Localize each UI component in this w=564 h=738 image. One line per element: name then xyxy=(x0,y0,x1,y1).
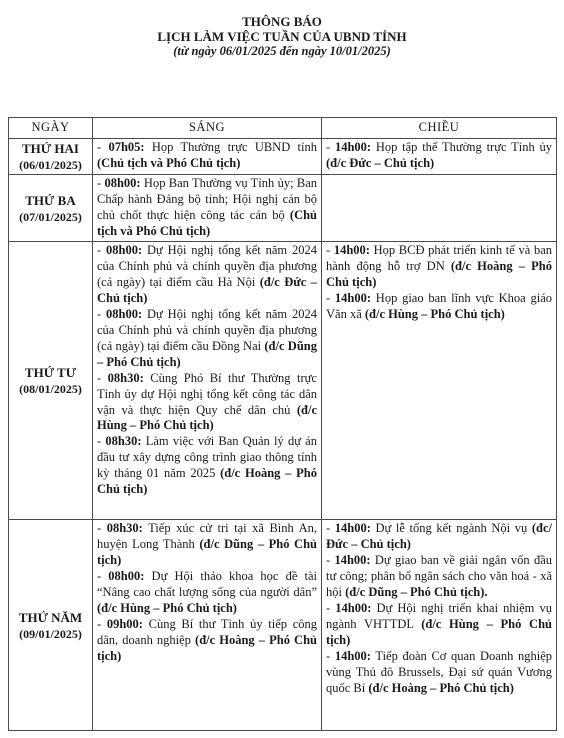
date-range: (từ ngày 06/01/2025 đến ngày 10/01/2025) xyxy=(173,44,391,58)
morning-cell xyxy=(93,174,322,242)
entry-dash: - xyxy=(326,648,335,663)
entry-text: Tiếp đoàn Cơ quan Doanh nghiệp vùng Thủ đô Brussels, Đại sứ quán Vương quốc Bỉ xyxy=(326,648,552,695)
entry-time: 08h30: xyxy=(105,434,142,449)
entry-time: 07h05: xyxy=(108,140,145,154)
entry-dash: - xyxy=(97,616,107,631)
entry-text: Họp giao ban lĩnh vực Khoa giáo Văn xã xyxy=(326,291,552,322)
day-cell xyxy=(9,520,93,731)
entry-text: Dự giao ban về giải ngân vốn đầu tư công; phân bổ ngân sách cho văn hoá - xã hội xyxy=(326,553,552,600)
schedule-entry xyxy=(326,243,552,291)
column-header-afternoon: CHIỀU xyxy=(322,118,557,139)
entry-dash: - xyxy=(97,370,108,385)
entry-participants: (đ/c Hùng – Phó Chủ tịch) xyxy=(97,600,237,615)
day-cell xyxy=(9,174,93,242)
document-title: THÔNG BÁO xyxy=(242,14,322,29)
schedule-entry xyxy=(326,140,552,172)
entry-text: Họp tập thể Thường trực Tỉnh ủy xyxy=(371,140,552,154)
entry-time: 08h30: xyxy=(107,370,144,385)
entry-participants: (đ/c Dũng – Phó Chủ tịch) xyxy=(97,338,317,369)
entry-participants: (đ/c Hoàng – Phó Chủ tịch) xyxy=(97,632,317,663)
entry-time: 14h00: xyxy=(334,553,371,568)
entry-text: Dự lễ tổng kết ngành Nội vụ xyxy=(370,521,532,536)
day-cell xyxy=(9,139,93,175)
schedule-entry xyxy=(326,601,552,649)
entry-participants: (đ/c Hoàng – Phó Chủ tịch) xyxy=(97,466,317,497)
morning-cell xyxy=(93,242,322,520)
schedule-entry xyxy=(97,371,317,435)
schedule-entry xyxy=(97,434,317,498)
morning-cell xyxy=(93,139,322,175)
entry-text: Cùng Phó Bí thư Thường trực Tỉnh ủy dự Hội nghị tổng kết công tác dân vận và thực hiện Quy chế dân chủ xyxy=(97,370,317,417)
entry-time: 14h00: xyxy=(334,291,372,306)
entry-participants: (đ/c Đức – Chủ tịch) xyxy=(97,275,317,306)
entry-text: Làm việc với Ban Quản lý dự án đầu tư xây dựng công trình giao thông tỉnh kỳ tháng 01 năm 2025 xyxy=(97,434,317,481)
entry-dash: - xyxy=(326,553,335,568)
schedule-entry xyxy=(326,521,552,553)
entry-dash: - xyxy=(326,600,336,615)
column-header-day: NGÀY xyxy=(9,118,93,139)
schedule-entry xyxy=(97,617,317,665)
entry-time: 09h00: xyxy=(106,616,143,631)
entry-dash: - xyxy=(326,291,335,306)
entry-time: 08h00: xyxy=(106,243,143,258)
afternoon-cell xyxy=(322,242,557,520)
entry-time: 08h30: xyxy=(106,521,143,536)
day-name: THỨ TƯ xyxy=(24,365,77,381)
day-date: (08/01/2025) xyxy=(19,382,82,397)
entry-text: Dự Hội nghị tổng kết năm 2024 của Chính phủ và chính quyền địa phương (cả ngày) tại điểm cầu Đồng Nai xyxy=(97,307,317,353)
morning-cell xyxy=(93,520,322,731)
table-header-row xyxy=(9,118,557,139)
entry-text: Dự Hội nghị tổng kết năm 2024 của Chính phủ và chính quyền địa phương (cả ngày) tại điểm cầu Hà Nội xyxy=(97,243,317,290)
entry-time: 14h00: xyxy=(334,648,371,663)
entry-participants: (đ/c Hùng – Phó Chủ tịch) xyxy=(364,307,505,322)
entry-dash: - xyxy=(326,140,335,154)
column-header-morning: SÁNG xyxy=(93,118,322,139)
entry-text: Họp BCĐ phát triển kinh tế và ban hành động hỗ trợ DN xyxy=(326,243,552,274)
schedule-table xyxy=(8,117,557,731)
afternoon-cell xyxy=(322,174,557,242)
day-name: THỨ HAI xyxy=(22,140,79,156)
entry-text: Tiếp xúc cử tri tại xã Bình An, huyện Long Thành xyxy=(97,521,317,552)
entry-dash: - xyxy=(97,521,107,536)
schedule-entry xyxy=(97,569,317,617)
entry-dash: - xyxy=(97,434,106,449)
schedule-entry xyxy=(97,521,317,569)
entry-time: 08h00: xyxy=(106,307,143,322)
schedule-entry xyxy=(326,649,552,697)
document-header xyxy=(0,14,564,59)
entry-text: Họp Thường trực UBND tỉnh xyxy=(144,140,317,154)
day-cell xyxy=(9,242,93,520)
table-row xyxy=(9,520,557,731)
entry-dash: - xyxy=(326,243,334,258)
entry-time: 14h00: xyxy=(334,140,372,154)
day-date: (06/01/2025) xyxy=(19,157,82,172)
day-name: THỨ NĂM xyxy=(18,609,83,625)
schedule-entry xyxy=(97,243,317,307)
entry-time: 14h00: xyxy=(333,243,370,258)
entry-text: Cùng Bí thư Tỉnh ủy tiếp công dân, doanh nghiệp xyxy=(97,616,317,647)
entry-participants: (đ/c Dũng – Phó Chủ tịch) xyxy=(97,537,317,568)
schedule-entry xyxy=(97,307,317,371)
table-row xyxy=(9,174,557,242)
entry-dash: - xyxy=(326,521,335,536)
entry-participants: (đ/c Hoàng – Phó Chủ tịch) xyxy=(368,680,514,695)
entry-text: Dự Hội nghị triển khai nhiệm vụ ngành VHTTDL xyxy=(326,600,552,631)
entry-text: Họp Ban Thường vụ Tỉnh ủy; Ban Chấp hành Đảng bộ tỉnh; Hội nghị cán bộ chủ chốt thực hiện công tác cán bộ xyxy=(97,175,317,222)
entry-participants: (đ/c Hoàng – Phó Chủ tịch) xyxy=(326,259,552,290)
entry-participants: (đ/c Hùng – Phó Chủ tịch) xyxy=(97,402,317,433)
entry-participants: (đ/c Hùng – Phó Chủ tịch) xyxy=(326,616,552,647)
entry-participants: (đ/c Đức – Chủ tịch) xyxy=(326,155,435,170)
entry-participants: (Chủ tịch và Phó Chủ tịch) xyxy=(97,207,317,238)
schedule-entry xyxy=(326,291,552,323)
document-subtitle: LỊCH LÀM VIỆC TUẦN CỦA UBND TỈNH xyxy=(157,29,407,44)
entry-time: 08h00: xyxy=(104,175,141,190)
day-date: (09/01/2025) xyxy=(19,626,82,641)
entry-time: 08h00: xyxy=(108,569,145,584)
schedule-entry xyxy=(326,553,552,601)
entry-time: 14h00: xyxy=(335,600,372,615)
entry-dash: - xyxy=(97,569,109,584)
entry-dash: - xyxy=(97,307,107,322)
entry-participants: (đc/ Đức – Chủ tịch) xyxy=(326,521,552,552)
day-name: THỨ BA xyxy=(25,192,76,208)
schedule-entry xyxy=(97,140,317,172)
entry-participants: (Chủ tịch và Phó Chủ tịch) xyxy=(97,155,241,170)
entry-time: 14h00: xyxy=(334,521,371,536)
schedule-entry xyxy=(97,176,317,240)
entry-text: Dự Hội thảo khoa học đề tài “Nâng cao chất lượng sống của người dân” xyxy=(97,569,317,600)
entry-dash: - xyxy=(97,175,105,190)
schedule-body xyxy=(9,139,557,731)
table-row xyxy=(9,242,557,520)
day-date: (07/01/2025) xyxy=(19,209,82,224)
afternoon-cell xyxy=(322,139,557,175)
entry-dash: - xyxy=(97,243,107,258)
entry-participants: (đ/c Dũng – Phó Chủ tịch). xyxy=(345,585,488,600)
afternoon-cell xyxy=(322,520,557,731)
entry-dash: - xyxy=(97,140,109,154)
table-row xyxy=(9,139,557,175)
